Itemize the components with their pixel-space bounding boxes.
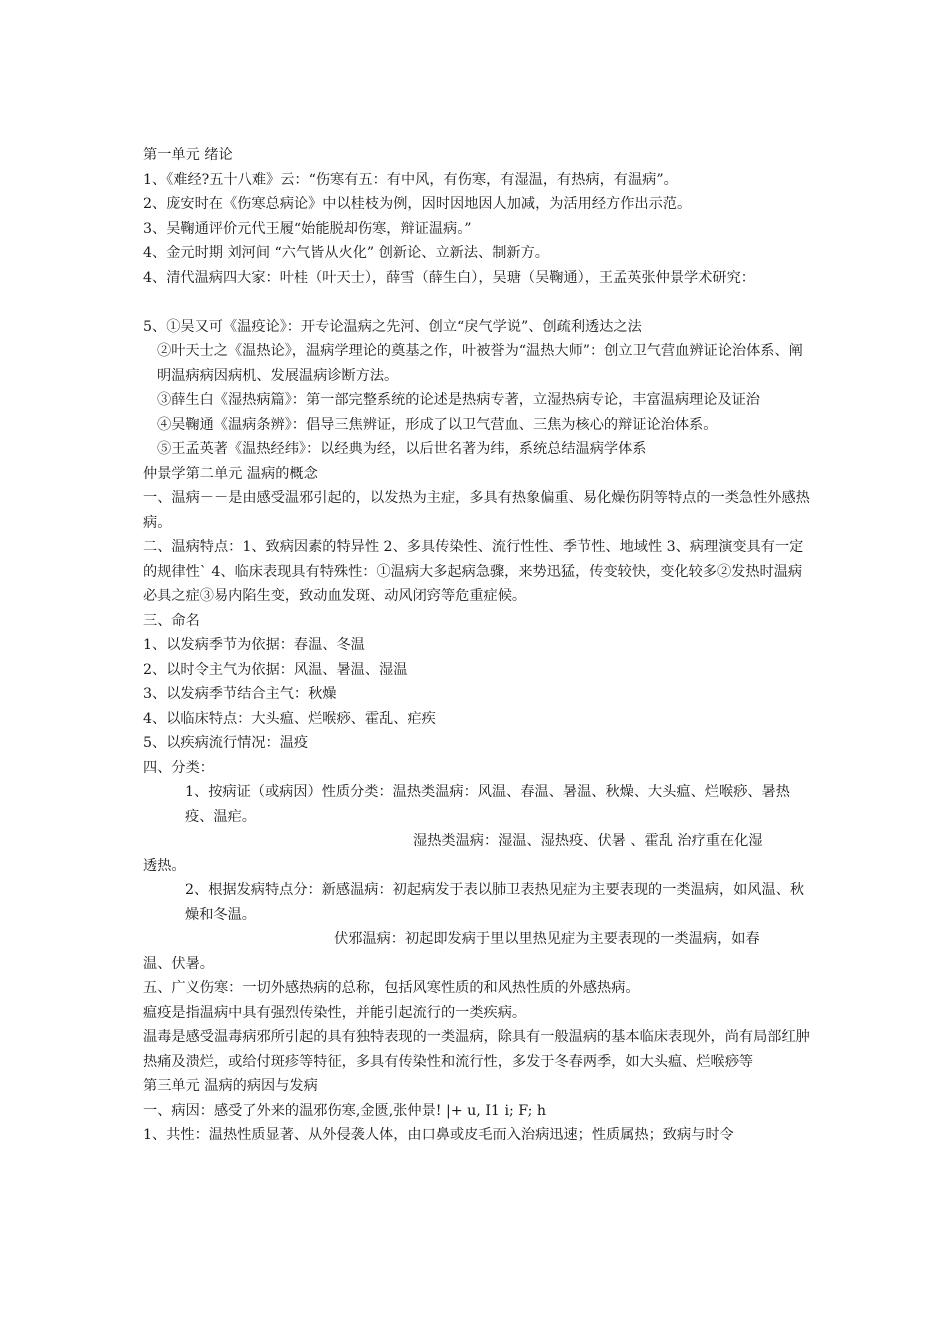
classification-item-1-damp-heat-cont: 透热。 xyxy=(143,857,186,874)
broad-cold-damage: 五、广义伤寒：一切外感热病的总称，包括风寒性质的和风热性质的外感热病。 xyxy=(143,980,640,996)
unit3-cause: 一、病因：感受了外来的温邪伤寒,金匮,张仲景! |+ u, I1 i; F; h xyxy=(143,1102,547,1119)
unit1-title: 第一单元 绪论 xyxy=(143,147,233,163)
document-body xyxy=(143,143,811,1148)
unit2-title: 仲景学第二单元 温病的概念 xyxy=(143,465,318,482)
classification-title: 四、分类： xyxy=(143,759,214,776)
classification-item-2: 2、根据发病特点分：新感温病：初起病发于表以肺卫表热见症为主要表现的一类温病，如风温、秋燥和冬温。 xyxy=(185,882,805,923)
unit1-item-9: ④吴鞠通《温病条辨》：倡导三焦辨证，形成了以卫气营血、三焦为核心的辩证论治体系。 xyxy=(157,416,718,433)
unit1-item-6: 5、①吴又可《温疫论》：开专论温病之先河、创立“戾气学说”、创疏利透达之法 xyxy=(143,318,642,335)
classification-item-1-damp-heat: 湿热类温病：湿温、湿热疫、伏暑 、霍乱 治疗重在化湿 xyxy=(413,833,763,849)
unit3-title: 第三单元 温病的病因与发病 xyxy=(143,1078,318,1094)
naming-title: 三、命名 xyxy=(143,612,200,629)
unit1-item-4: 4、金元时期 刘河间 “六气皆从火化” 创新论、立新法、制新方。 xyxy=(143,245,549,261)
naming-item-3: 3、以发病季节结合主气：秋燥 xyxy=(143,686,337,702)
plague-definition: 瘟疫是指温病中具有强烈传染性，并能引起流行的一类疾病。 xyxy=(143,1004,527,1021)
naming-item-4: 4、以临床特点：大头瘟、烂喉痧、霍乱、疟疾 xyxy=(143,710,436,727)
classification-item-1: 1、按病证（或病因）性质分类：温热类温病：风温、春温、暑温、秋燥、大头瘟、烂喉痧、暑热疫、温疟。 xyxy=(185,784,790,825)
blank-line xyxy=(143,290,811,315)
naming-item-1: 1、以发病季节为依据：春温、冬温 xyxy=(143,637,365,653)
unit1-item-7: ②叶天士之《温热论》，温病学理论的奠基之作，叶被誉为“温热大师”：创立卫气营血辨证论治体系、阐明温病病因病机、发展温病诊断方法。 xyxy=(157,343,803,384)
unit2-features: 二、温病特点：1、致病因素的特异性 2、多具传染性、流行性性、季节性、地域性 3、病理演变具有一定的规律性` 4、临床表现具有特殊性：①温病大多起病急骤，来势迅猛，传变较快，变化较多②发热时温病必具之症③易内陷生变，致动血发斑、动风闭窍等危重症候。 xyxy=(143,539,804,604)
unit2-definition: 一、温病－－是由感受温邪引起的，以发热为主症，多具有热象偏重、易化燥伤阴等特点的一类急性外感热病。 xyxy=(143,490,810,531)
classification-item-2-latent-cont: 温、伏暑。 xyxy=(143,955,214,972)
unit1-item-3: 3、吴鞠通评价元代王履“始能脱却伤寒，辩证温病。” xyxy=(143,220,472,237)
unit1-item-2: 2、庞安时在《伤寒总病论》中以桂枝为例，因时因地因人加减，为活用经方作出示范。 xyxy=(143,196,692,212)
warm-toxin-definition: 温毒是感受温毒病邪所引起的具有独特表现的一类温病，除具有一般温病的基本临床表现外，尚有局部红肿热痛及溃烂，或给付斑疹等特征，多具有传染性和流行性，多发于冬春两季，如大头瘟、烂喉痧等 xyxy=(143,1029,810,1070)
unit1-item-1: 1、《难经?五十八难》云：“伤寒有五：有中风，有伤寒，有湿温，有热病，有温病”。 xyxy=(143,171,678,188)
unit1-item-5: 4、清代温病四大家：叶桂（叶天士），薛雪（薛生白），吴瑭（吴鞠通），王孟英张仲景学术研究： xyxy=(143,269,755,286)
unit1-item-8: ③薛生白《湿热病篇》：第一部完整系统的论述是热病专著，立湿热病专论，丰富温病理论及证治 xyxy=(157,392,760,408)
unit1-item-10: ⑤王孟英著《温热经纬》：以经典为经，以后世名著为纬，系统总结温病学体系 xyxy=(157,441,647,457)
classification-item-2-latent: 伏邪温病：初起即发病于里以里热见症为主要表现的一类温病，如春 xyxy=(334,931,760,947)
naming-item-5: 5、以疾病流行情况：温疫 xyxy=(143,735,309,751)
naming-item-2: 2、以时令主气为依据：风温、暑温、湿温 xyxy=(143,661,408,678)
unit3-commonality: 1、共性：温热性质显著、从外侵袭人体，由口鼻或皮毛而入治病迅速；性质属热；致病与时令 xyxy=(143,1127,734,1143)
